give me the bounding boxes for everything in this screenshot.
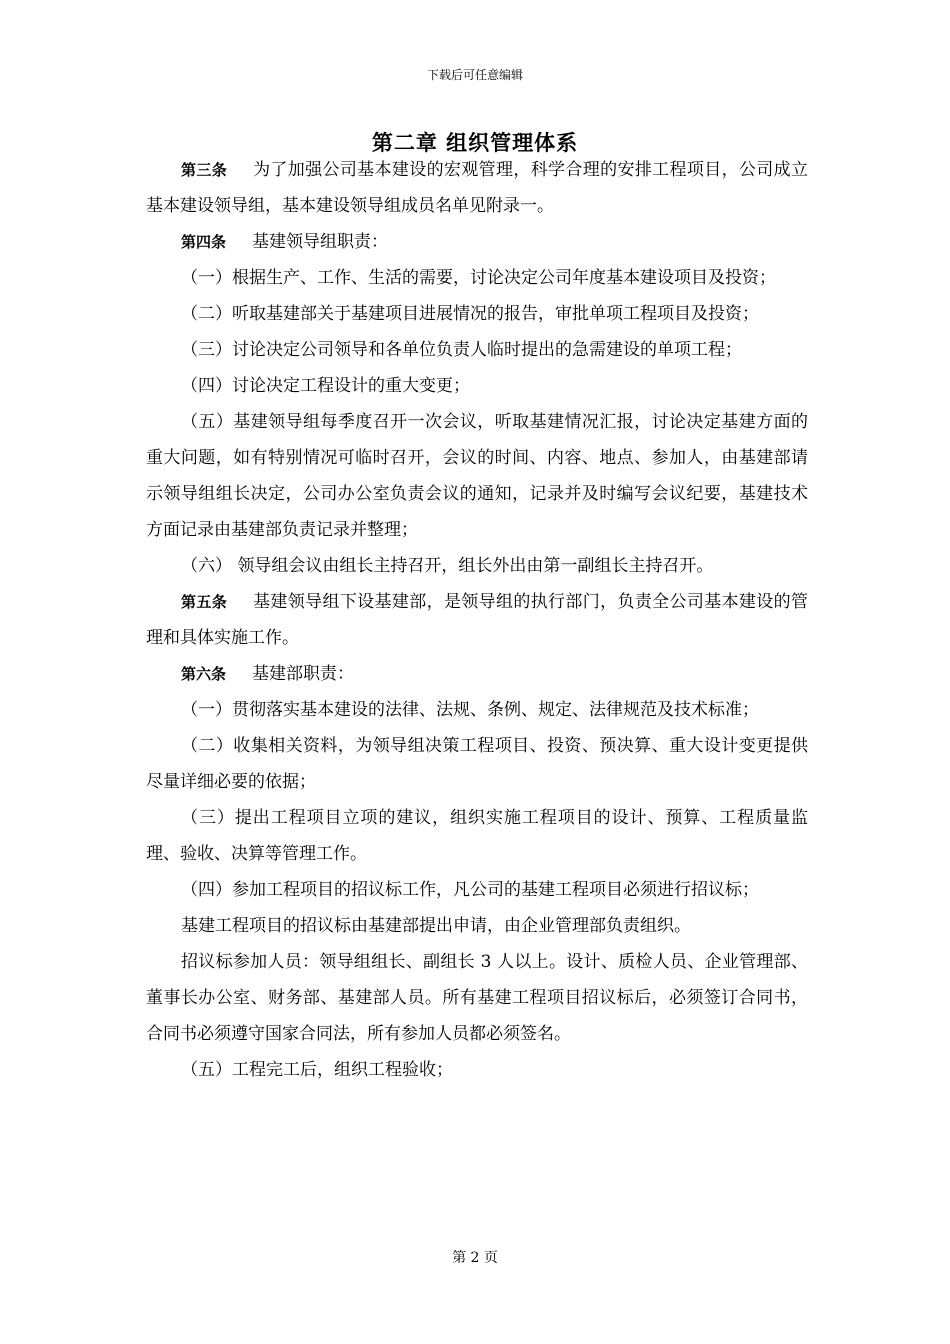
article-text: 基建领导组职责：	[252, 232, 389, 252]
article-text: 基建领导组下设基建部，是领导组的执行部门，负责全公司基本建设的管理和具体实施工作。	[146, 592, 808, 648]
page-header: 下载后可任意编辑	[426, 68, 523, 82]
article-text: 基建部职责：	[252, 664, 355, 684]
clause: （四）参加工程项目的招议标工作，凡公司的基建工程项目必须进行招议标；	[181, 880, 759, 900]
clause: （一）根据生产、工作、生活的需要，讨论决定公司年度基本建设项目及投资；	[181, 268, 776, 288]
article-4	[146, 224, 808, 260]
clause: （二）收集相关资料，为领导组决策工程项目、投资、预决算、重大设计变更提供尽量详细必要的依据；	[146, 736, 808, 792]
article-label: 第五条	[181, 593, 228, 611]
article-5	[146, 584, 808, 656]
clause: （五）工程完工后，组织工程验收；	[181, 1060, 453, 1080]
clause: （一）贯彻落实基本建设的法律、法规、条例、规定、法律规范及技术标准；	[181, 700, 759, 720]
article-text: 为了加强公司基本建设的宏观管理，科学合理的安排工程项目，公司成立基本建设领导组，基本建设领导组成员名单见附录一。	[146, 160, 808, 216]
clause: （二）听取基建部关于基建项目进展情况的报告，审批单项工程项目及投资；	[181, 304, 759, 324]
article-label: 第四条	[181, 233, 227, 251]
article-3	[146, 152, 808, 224]
article-6	[146, 656, 808, 692]
clause: （四）讨论决定工程设计的重大变更；	[181, 376, 470, 396]
clause: （五）基建领导组每季度召开一次会议，听取基建情况汇报，讨论决定基建方面的重大问题，如有特别情况可临时召开，会议的时间、内容、地点、参加人，由基建部请示领导组组长决定，公司办公室负责会议的通知，记录并及时编写会议纪要，基建技术方面记录由基建部负责记录并整理；	[146, 412, 808, 540]
article-label: 第六条	[181, 665, 227, 683]
article-label: 第三条	[181, 161, 228, 179]
clause: （六） 领导组会议由组长主持召开，组长外出由第一副组长主持召开。	[181, 556, 714, 576]
paragraph: 招议标参加人员：领导组组长、副组长 3 人以上。设计、质检人员、企业管理部、董事长办公室、财务部、基建部人员。所有基建工程项目招议标后，必须签订合同书，合同书必须遵守国家合同法，所有参加人员都必须签名。	[146, 952, 808, 1044]
clause: （三）讨论决定公司领导和各单位负责人临时提出的急需建设的单项工程；	[181, 340, 742, 360]
chapter-title: 第二章 组织管理体系	[371, 131, 579, 155]
clause: （三）提出工程项目立项的建议，组织实施工程项目的设计、预算、工程质量监理、验收、决算等管理工作。	[146, 808, 808, 864]
page-number: 第 2 页	[452, 1250, 498, 1266]
paragraph: 基建工程项目的招议标由基建部提出申请，由企业管理部负责组织。	[181, 916, 691, 936]
document-body	[146, 152, 808, 1088]
